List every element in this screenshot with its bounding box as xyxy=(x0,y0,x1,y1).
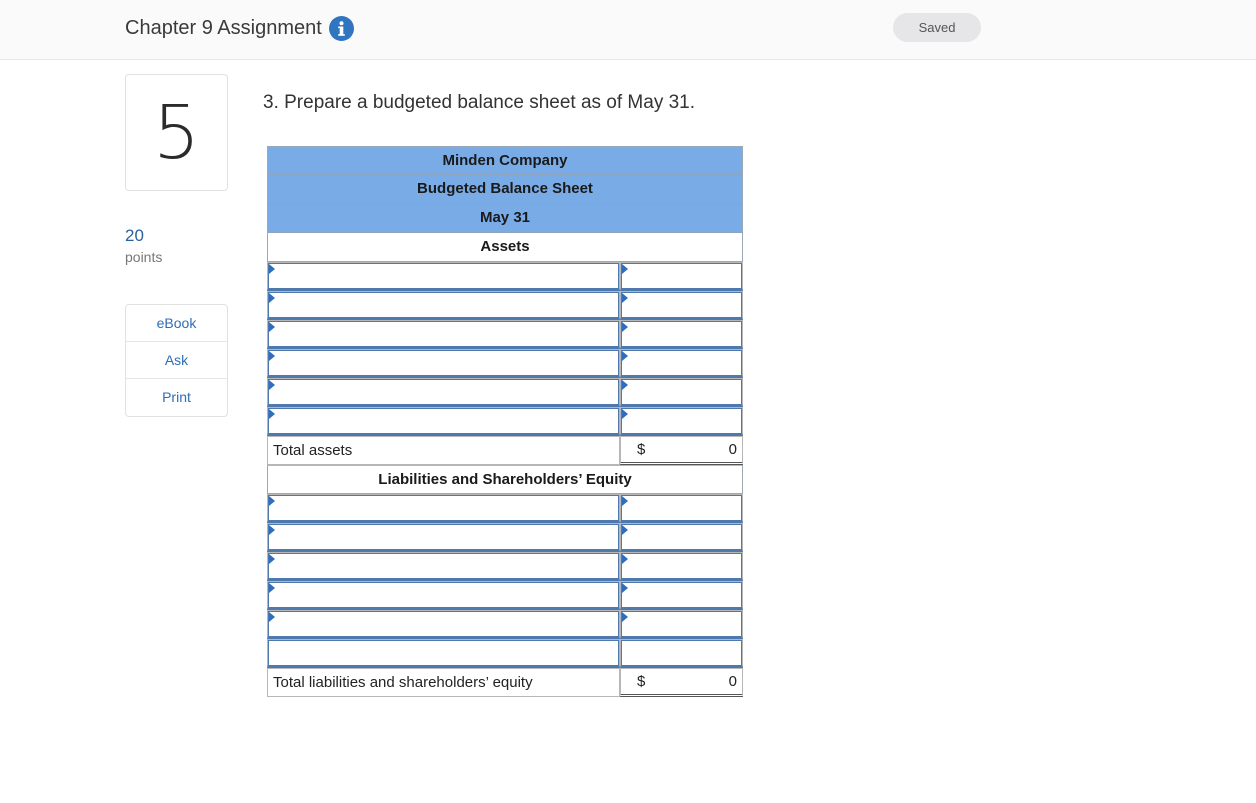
tools-panel xyxy=(125,304,228,417)
liability-row xyxy=(267,581,743,610)
assets-heading: Assets xyxy=(267,233,743,262)
liability-amount-input[interactable] xyxy=(620,494,743,523)
liability-amount-input[interactable] xyxy=(620,552,743,581)
total-liabilities-value: 0 xyxy=(728,673,737,690)
liability-account-select[interactable] xyxy=(267,494,620,523)
dropdown-arrow-icon xyxy=(269,351,275,361)
top-bar xyxy=(0,0,1256,60)
liability-amount-input[interactable] xyxy=(620,639,743,668)
total-assets-label: Total assets xyxy=(267,436,620,465)
asset-account-select[interactable] xyxy=(267,320,620,349)
liability-account-select[interactable] xyxy=(267,639,620,668)
total-assets-value-cell xyxy=(620,436,743,465)
dropdown-arrow-icon xyxy=(622,322,628,332)
asset-amount-input[interactable] xyxy=(620,349,743,378)
liability-account-select[interactable] xyxy=(267,610,620,639)
company-name: Minden Company xyxy=(267,146,743,175)
info-icon[interactable] xyxy=(329,16,354,41)
question-prompt: 3. Prepare a budgeted balance sheet as of May 31. xyxy=(263,92,696,113)
dropdown-arrow-icon xyxy=(269,293,275,303)
dropdown-arrow-icon xyxy=(269,322,275,332)
dropdown-arrow-icon xyxy=(269,264,275,274)
points-label: points xyxy=(125,249,163,265)
liability-row xyxy=(267,552,743,581)
liability-account-select[interactable] xyxy=(267,581,620,610)
liability-account-select[interactable] xyxy=(267,523,620,552)
asset-amount-input[interactable] xyxy=(620,407,743,436)
asset-amount-input[interactable] xyxy=(620,378,743,407)
asset-amount-input[interactable] xyxy=(620,320,743,349)
dropdown-arrow-icon xyxy=(269,612,275,622)
saved-status-badge: Saved xyxy=(893,13,981,42)
asset-account-select[interactable] xyxy=(267,349,620,378)
asset-amount-input[interactable] xyxy=(620,291,743,320)
total-liabilities-value-cell xyxy=(620,668,743,697)
dropdown-arrow-icon xyxy=(622,496,628,506)
liability-row xyxy=(267,523,743,552)
statement-date: May 31 xyxy=(267,204,743,233)
question-number-box xyxy=(125,74,228,191)
asset-row xyxy=(267,407,743,436)
asset-row xyxy=(267,262,743,291)
liability-row xyxy=(267,610,743,639)
asset-row xyxy=(267,291,743,320)
currency-symbol: $ xyxy=(637,441,646,458)
asset-row xyxy=(267,378,743,407)
dropdown-arrow-icon xyxy=(269,409,275,419)
asset-row xyxy=(267,320,743,349)
balance-sheet xyxy=(267,146,743,697)
liability-row xyxy=(267,639,743,668)
total-assets-row xyxy=(267,436,743,465)
assignment-title: Chapter 9 Assignment xyxy=(125,17,322,39)
liabilities-heading: Liabilities and Shareholders’ Equity xyxy=(267,465,743,494)
points-value: 20 xyxy=(125,226,144,245)
ask-link[interactable]: Ask xyxy=(126,342,227,379)
dropdown-arrow-icon xyxy=(269,496,275,506)
asset-account-select[interactable] xyxy=(267,407,620,436)
liability-amount-input[interactable] xyxy=(620,523,743,552)
total-liabilities-label: Total liabilities and shareholders’ equity xyxy=(267,668,620,697)
print-link[interactable]: Print xyxy=(162,389,191,405)
question-number: 5 xyxy=(152,90,201,176)
asset-amount-input[interactable] xyxy=(620,262,743,291)
currency-symbol: $ xyxy=(637,673,646,690)
dropdown-arrow-icon xyxy=(269,525,275,535)
liability-account-select[interactable] xyxy=(267,552,620,581)
dropdown-arrow-icon xyxy=(622,409,628,419)
dropdown-arrow-icon xyxy=(269,554,275,564)
dropdown-arrow-icon xyxy=(622,612,628,622)
statement-name: Budgeted Balance Sheet xyxy=(267,175,743,204)
dropdown-arrow-icon xyxy=(622,583,628,593)
asset-account-select[interactable] xyxy=(267,262,620,291)
dropdown-arrow-icon xyxy=(622,264,628,274)
asset-account-select[interactable] xyxy=(267,291,620,320)
dropdown-arrow-icon xyxy=(622,293,628,303)
total-liabilities-row xyxy=(267,668,743,697)
asset-account-select[interactable] xyxy=(267,378,620,407)
liability-amount-input[interactable] xyxy=(620,610,743,639)
dropdown-arrow-icon xyxy=(622,554,628,564)
liability-amount-input[interactable] xyxy=(620,581,743,610)
dropdown-arrow-icon xyxy=(622,525,628,535)
ebook-link[interactable]: eBook xyxy=(126,305,227,342)
liability-row xyxy=(267,494,743,523)
dropdown-arrow-icon xyxy=(269,380,275,390)
asset-row xyxy=(267,349,743,378)
dropdown-arrow-icon xyxy=(622,380,628,390)
total-assets-value: 0 xyxy=(728,441,737,458)
dropdown-arrow-icon xyxy=(622,351,628,361)
dropdown-arrow-icon xyxy=(269,583,275,593)
